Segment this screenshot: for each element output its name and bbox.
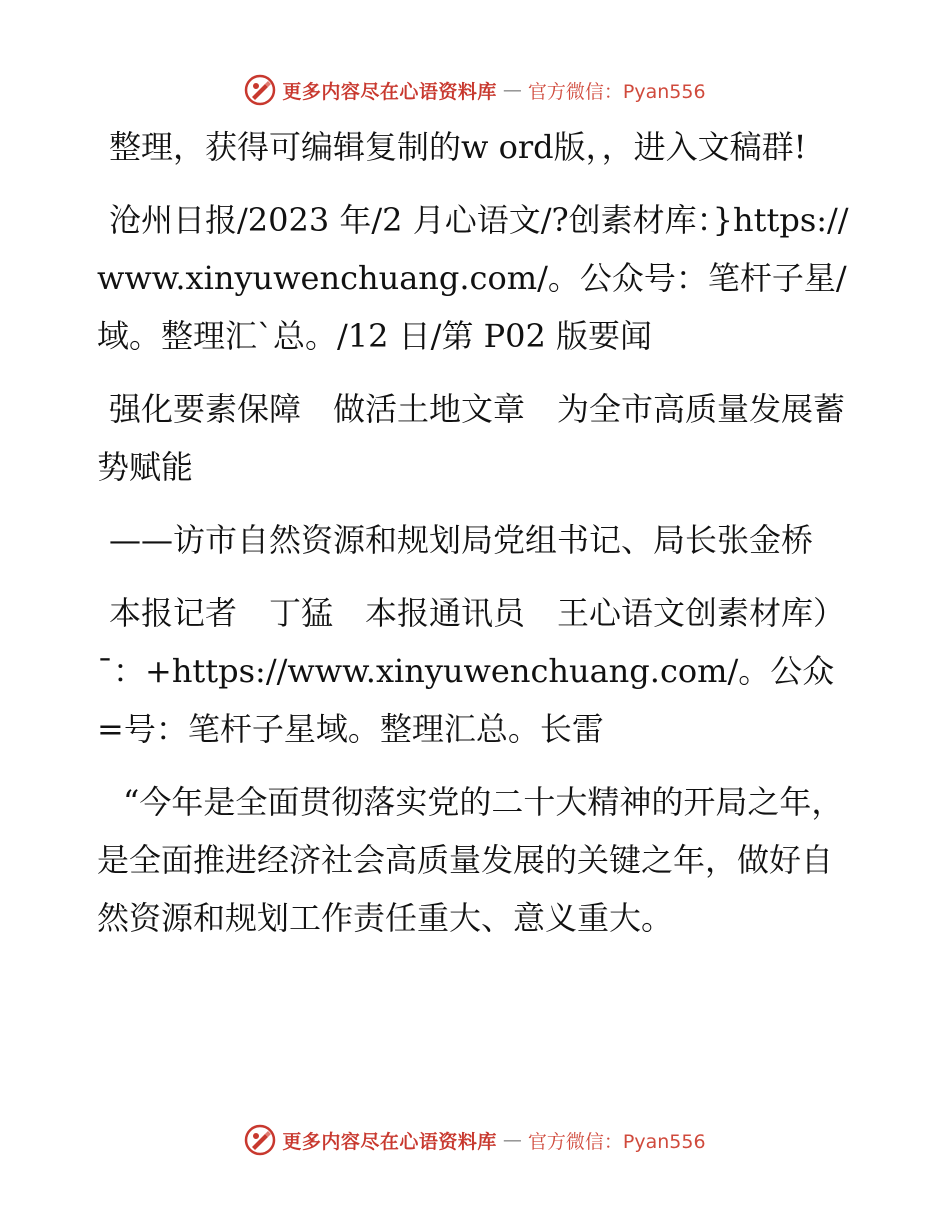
watermark-wechat-text: 官方微信：Pyan556 <box>527 1130 706 1153</box>
watermark-site-text: 更多内容尽在心语资料库 <box>282 80 497 103</box>
watermark-separator: — <box>502 79 522 101</box>
pen-logo-icon <box>244 1124 276 1156</box>
paragraph-body: “今年是全面贯彻落实党的二十大精神的开局之年，是全面推进经济社会高质量发展的关键之年，做好自然资源和规划工作责任重大、意义重大。 <box>97 783 844 937</box>
article-byline: 本报记者 丁猛 本报通讯员 王心语文创素材库）¯：+https://www.xinyuwenchuang.com/。公众=号：笔杆子星域。整理汇总。长雷 <box>97 594 846 748</box>
document-body <box>97 118 857 962</box>
header-watermark <box>0 70 950 110</box>
watermark-wechat-text: 官方微信：Pyan556 <box>527 80 706 103</box>
paragraph-source: 沧州日报/2023 年/2 月心语文/?创素材库：}https://www.xinyuwenchuang.com/。公众号：笔杆子星/域。整理汇`总。/12 日/第 P02 版要闻 <box>97 201 849 355</box>
article-subheadline: ——访市自然资源和规划局党组书记、局长张金桥 <box>109 521 814 559</box>
paragraph-intro: 整理，获得可编辑复制的w ord版，，进入文稿群! <box>109 128 807 166</box>
pen-logo-icon <box>244 74 276 106</box>
watermark-separator: — <box>502 1129 522 1151</box>
footer-watermark <box>0 1120 950 1160</box>
watermark-site-text: 更多内容尽在心语资料库 <box>282 1130 497 1153</box>
article-headline: 强化要素保障 做活土地文章 为全市高质量发展蓄势赋能 <box>97 390 846 486</box>
